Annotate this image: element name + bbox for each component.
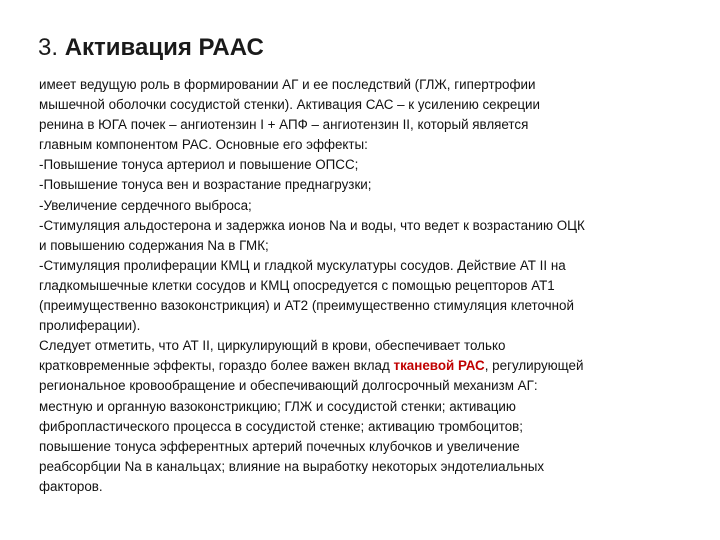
body-line: фибропластического процесса в сосудистой стенке; активацию тромбоцитов;: [39, 418, 523, 434]
body-line: факторов.: [39, 478, 103, 494]
body-line: мышечной оболочки сосудистой стенки). Активация САС – к усилению секреции: [39, 97, 541, 113]
line-text: кратковременные эффекты, гораздо более важен вклад: [39, 358, 394, 374]
tissue-ras-highlight: тканевой РАС: [393, 358, 485, 374]
body-line: и повышению содержания Na в ГМК;: [39, 237, 269, 253]
body-line: повышение тонуса эфферентных артерий почечных клубочков и увеличение: [39, 438, 520, 454]
body-line: региональное кровообращение и обеспечивающий долгосрочный механизм АГ:: [39, 378, 538, 394]
body-line: гладкомышечные клетки сосудов и КМЦ опосредуется с помощью рецепторов АТ1: [39, 277, 555, 293]
body-line: -Стимуляция альдостерона и задержка ионов Na и воды, что ведет к возрастанию ОЦК: [39, 217, 585, 233]
body-line: главным компонентом РАС. Основные его эффекты:: [39, 137, 368, 153]
body-line-highlight: [39, 356, 709, 376]
body-line: -Повышение тонуса вен и возрастание преднагрузки;: [39, 177, 372, 193]
line-text: , регулирующей: [484, 358, 584, 374]
body-line: реабсорбции Na в канальцах; влияние на выработку некоторых эндотелиальных: [39, 458, 545, 474]
slide-title: [38, 30, 264, 66]
title-number: 3.: [38, 34, 59, 61]
body-line: местную и органную вазоконстрикцию; ГЛЖ и сосудистой стенки; активацию: [39, 398, 516, 414]
body-line: пролиферации).: [39, 318, 141, 334]
slide-body: [39, 75, 709, 497]
body-line: ренина в ЮГА почек – ангиотензин I + АПФ – ангиотензин II, который является: [39, 117, 529, 133]
title-text: Активация РААС: [64, 34, 264, 61]
body-line: -Стимуляция пролиферации КМЦ и гладкой мускулатуры сосудов. Действие АТ II на: [39, 257, 566, 273]
body-line: -Повышение тонуса артериол и повышение ОПСС;: [39, 157, 359, 173]
body-line: имеет ведущую роль в формировании АГ и ее последствий (ГЛЖ, гипертрофии: [39, 77, 536, 92]
body-line: (преимущественно вазоконстрикция) и АТ2 (преимущественно стимуляция клеточной: [39, 298, 574, 314]
body-line: Следует отметить, что АТ II, циркулирующий в крови, обеспечивает только: [39, 338, 506, 354]
body-line: -Увеличение сердечного выброса;: [39, 197, 252, 213]
